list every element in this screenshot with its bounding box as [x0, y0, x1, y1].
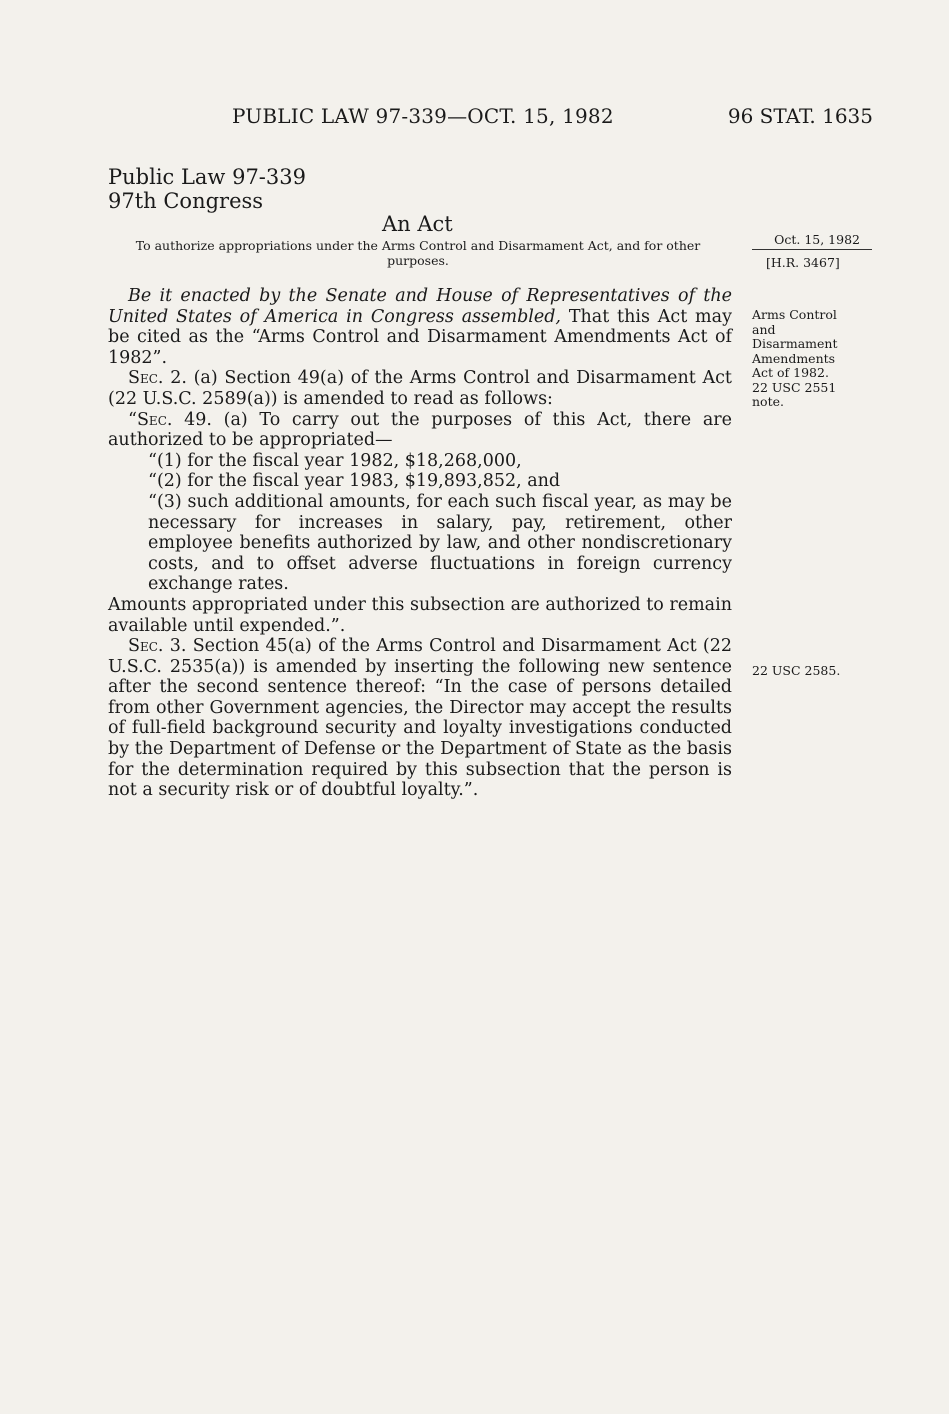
section-3-label: Sec. 3. [128, 636, 187, 657]
list-item-2: “(2) for the fiscal year 1983, $19,893,852, and [148, 471, 561, 492]
running-header [0, 104, 949, 134]
sidenote-line: 22 USC 2551 [752, 379, 837, 395]
sidenote-code-reference: 22 USC 2585. [752, 663, 841, 678]
amounts-paragraph: Amounts appropriated under this subsection are authorized to remain available until expended.”. [108, 594, 732, 636]
statute-page-number: 96 STAT. 1635 [727, 104, 873, 128]
act-purpose: To authorize appropriations under the Arms Control and Disarmament Act, and for other purposes. [135, 238, 701, 268]
sidenote-line: Amendments [752, 350, 836, 366]
sidenote-bill-number: [H.R. 3467] [766, 255, 840, 270]
sidenote-date: Oct. 15, 1982 [752, 232, 872, 250]
header-title: PUBLIC LAW 97-339—OCT. 15, 1982 [232, 104, 614, 128]
section-49-paragraph [108, 410, 732, 451]
congress-label: 97th Congress [108, 189, 264, 213]
section-2-label: Sec. 2. [128, 368, 187, 389]
act-heading: An Act [382, 212, 453, 236]
enacting-clause: Be it enacted by the Senate and House of Representatives of the United States of America in Congress assembled, [108, 286, 732, 327]
list-item-3: “(3) such additional amounts, for each such fiscal year, as may be necessary for increases in salary, pay, retirement, other employee benefits authorized by law, and other nondiscretionary costs, and to offset adverse fluctuations in foreign currency exchange rates. [148, 491, 732, 595]
sidenote-line: Arms Control [752, 307, 837, 322]
section-49-label: “Sec. 49. [128, 409, 212, 430]
public-law-number: Public Law 97-339 [108, 165, 306, 189]
section-2-text: (a) Section 49(a) of the Arms Control and Disarmament Act (22 U.S.C. 2589(a)) is amended to read as follows: [108, 368, 732, 409]
body-text [108, 286, 732, 801]
section-1-text: That this Act may be cited as the “Arms Control and Disarmament Amendments Act of 1982”. [108, 306, 732, 368]
sidenote-line: and [752, 321, 776, 337]
sidenote-line: Act of 1982. [752, 365, 829, 380]
section-1-paragraph [108, 286, 732, 368]
section-3-text: Section 45(a) of the Arms Control and Disarmament Act (22 U.S.C. 2535(a)) is amended by inserting the following new sentence after the second sentence thereof: “In the case of persons detailed from other Government agencies, the Director may accept the results of full-field background security and loyalty investigations conducted by the Department of Defense or the Department of State as the basis for the determination required by this subsection that the person is not a security risk or of doubtful loyalty.”. [108, 636, 732, 801]
section-49-text: (a) To carry out the purposes of this Act, there are authorized to be appropriated— [108, 409, 732, 451]
sidenote-line: note. [752, 394, 784, 409]
section-2-paragraph [108, 368, 732, 409]
sidenote-line: Disarmament [752, 336, 838, 351]
list-item-1: “(1) for the fiscal year 1982, $18,268,000, [148, 450, 522, 471]
section-3-paragraph [108, 636, 732, 801]
sidenote-short-title [752, 308, 872, 410]
